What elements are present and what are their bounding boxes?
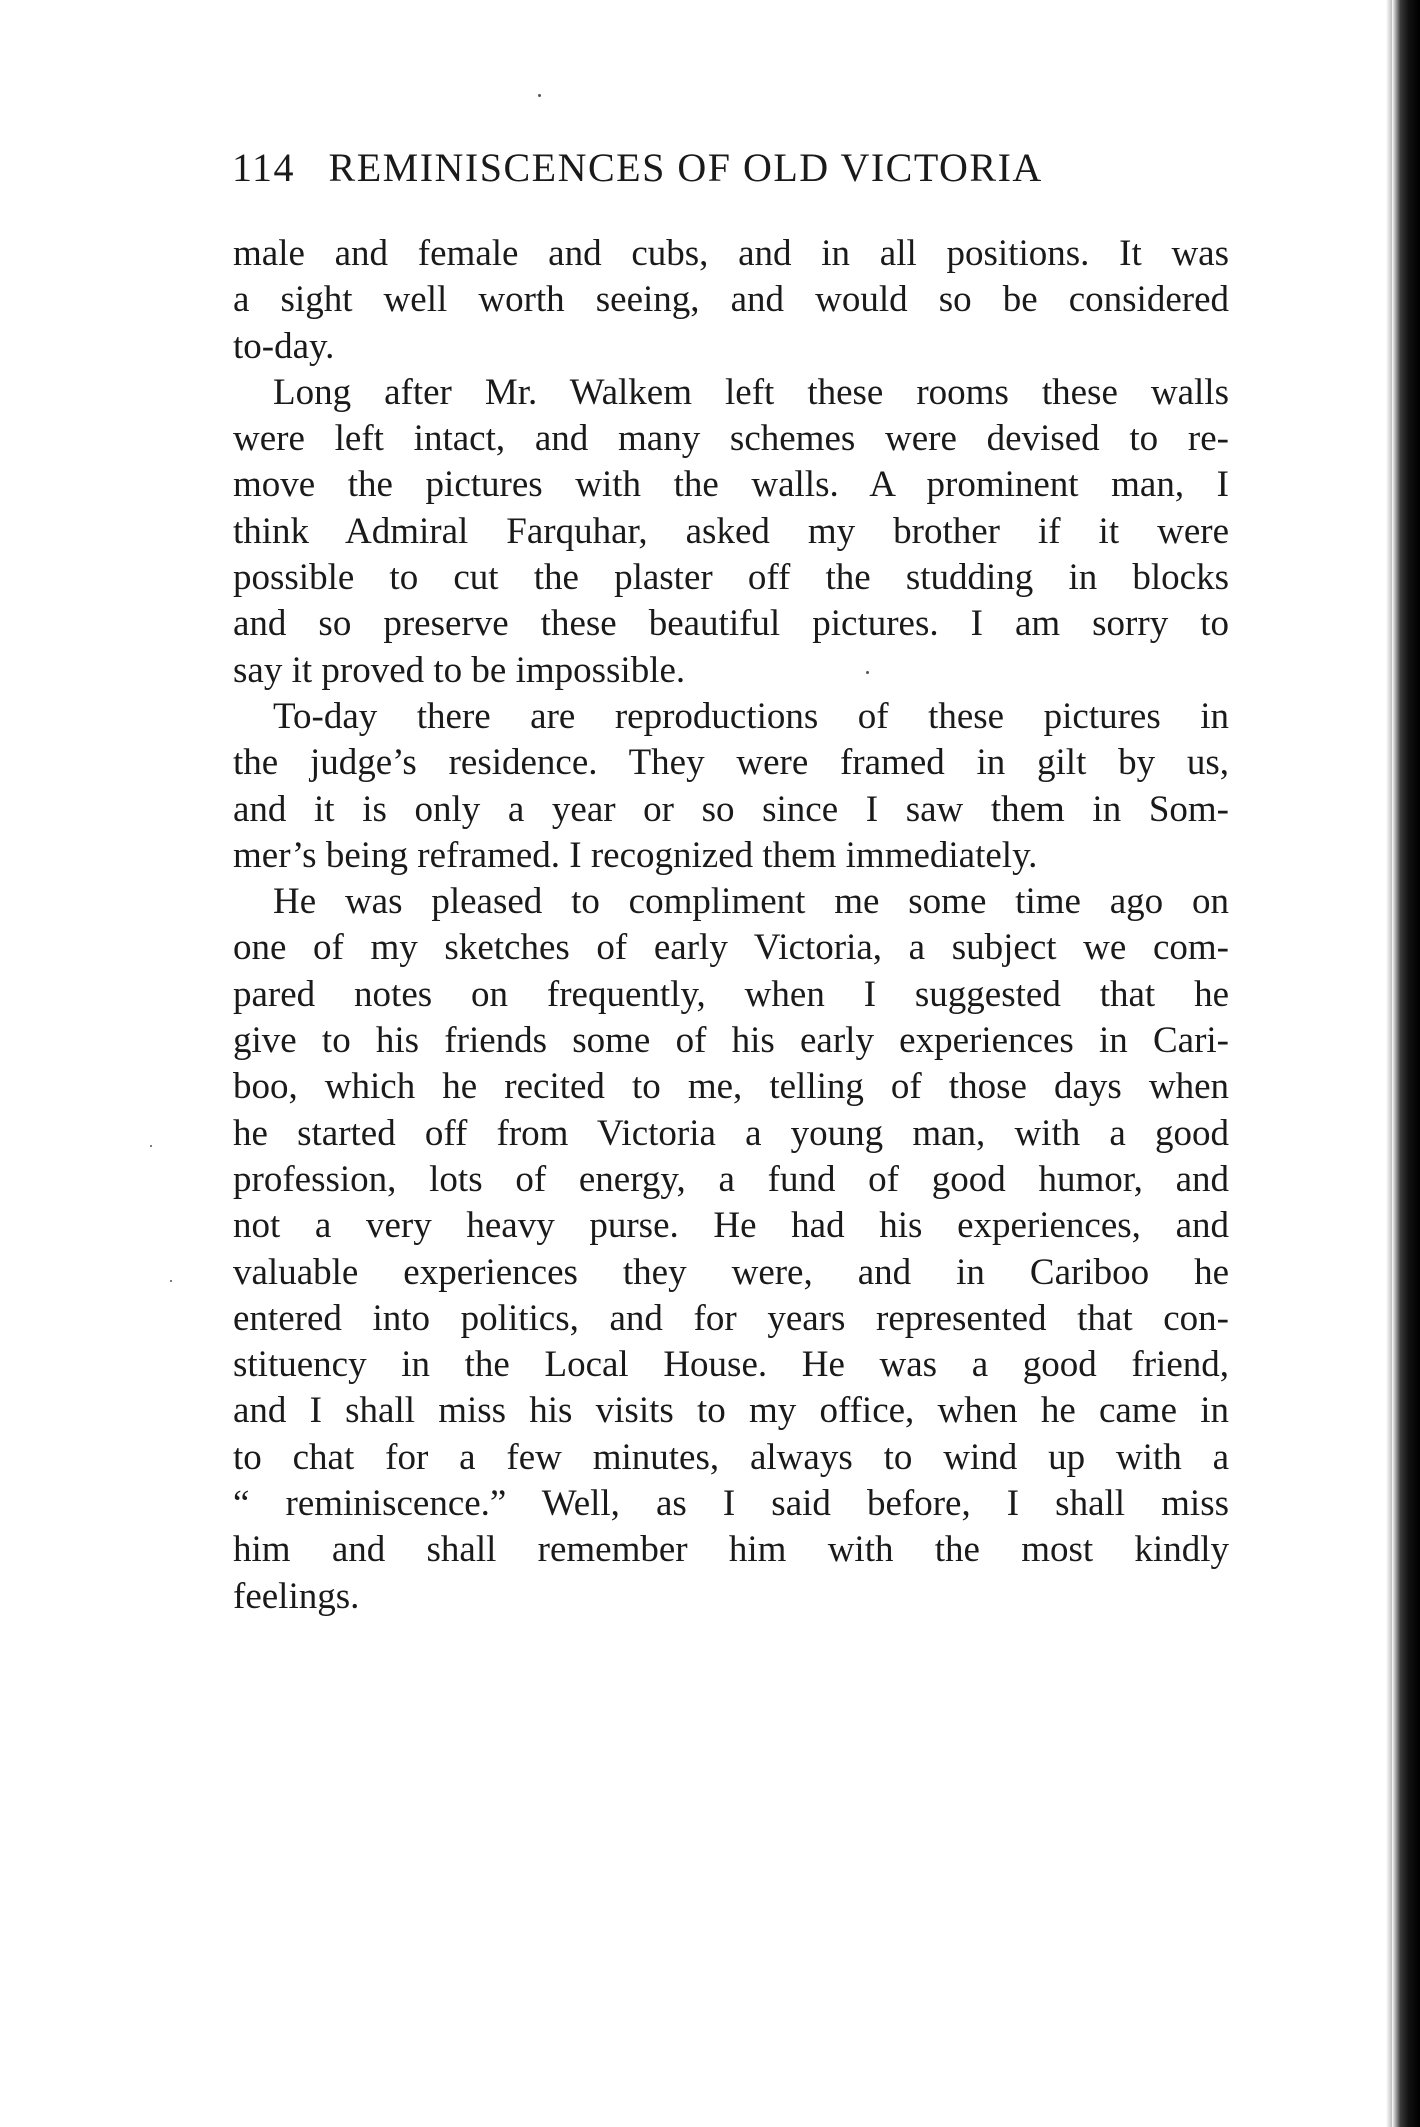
text-line: profession, lots of energy, a fund of good humor, and (233, 1158, 1229, 1200)
page-number: 114 (232, 145, 296, 190)
text-line: entered into politics, and for years represented that con- (233, 1297, 1229, 1339)
text-line: were left intact, and many schemes were devised to re- (233, 418, 1229, 460)
text-line: Long after Mr. Walkem left these rooms these walls (273, 371, 1229, 413)
text-line: possible to cut the plaster off the studding in blocks (233, 557, 1229, 599)
running-title: REMINISCENCES OF OLD VICTORIA (328, 145, 1043, 190)
text-line: move the pictures with the walls. A prominent man, I (233, 464, 1229, 506)
text-line: valuable experiences they were, and in Cariboo he (233, 1251, 1229, 1293)
text-line: and it is only a year or so since I saw them in Som- (233, 788, 1229, 830)
text-line: and I shall miss his visits to my office, when he came in (233, 1390, 1229, 1432)
running-header (232, 144, 1232, 191)
text-line: He was pleased to compliment me some time ago on (273, 881, 1229, 923)
text-line: he started off from Victoria a young man, with a good (233, 1112, 1229, 1154)
text-line: give to his friends some of his early experiences in Cari- (233, 1020, 1229, 1062)
text-line: and so preserve these beautiful pictures. I am sorry to (233, 603, 1229, 645)
text-line: male and female and cubs, and in all positions. It was (233, 233, 1229, 274)
text-line: “ reminiscence.” Well, as I said before, I shall miss (233, 1483, 1229, 1525)
scan-speck (538, 94, 541, 97)
text-line: mer’s being reframed. I recognized them immediately. (233, 834, 1038, 876)
scanned-page-edge (1392, 0, 1420, 2127)
text-line: to chat for a few minutes, always to wind up with a (233, 1436, 1229, 1478)
text-line: to-day. (233, 325, 335, 367)
text-line: one of my sketches of early Victoria, a subject we com- (233, 927, 1229, 969)
text-line: boo, which he recited to me, telling of those days when (233, 1066, 1229, 1108)
text-line: a sight well worth seeing, and would so be considered (233, 279, 1229, 321)
text-line: not a very heavy purse. He had his experiences, and (233, 1205, 1229, 1247)
text-line: pared notes on frequently, when I suggested that he (233, 973, 1229, 1015)
text-line: feelings. (233, 1575, 360, 1617)
text-line: say it proved to be impossible. (233, 649, 686, 691)
text-line: him and shall remember him with the most kindly (233, 1529, 1229, 1571)
scan-speck (150, 1145, 152, 1147)
text-line: the judge’s residence. They were framed in gilt by us, (233, 742, 1229, 784)
text-line: think Admiral Farquhar, asked my brother if it were (233, 510, 1229, 552)
text-line: To-day there are reproductions of these pictures in (273, 695, 1229, 737)
scan-speck (170, 1280, 172, 1282)
text-line: stituency in the Local House. He was a good friend, (233, 1344, 1229, 1386)
body-text (233, 231, 1229, 1620)
